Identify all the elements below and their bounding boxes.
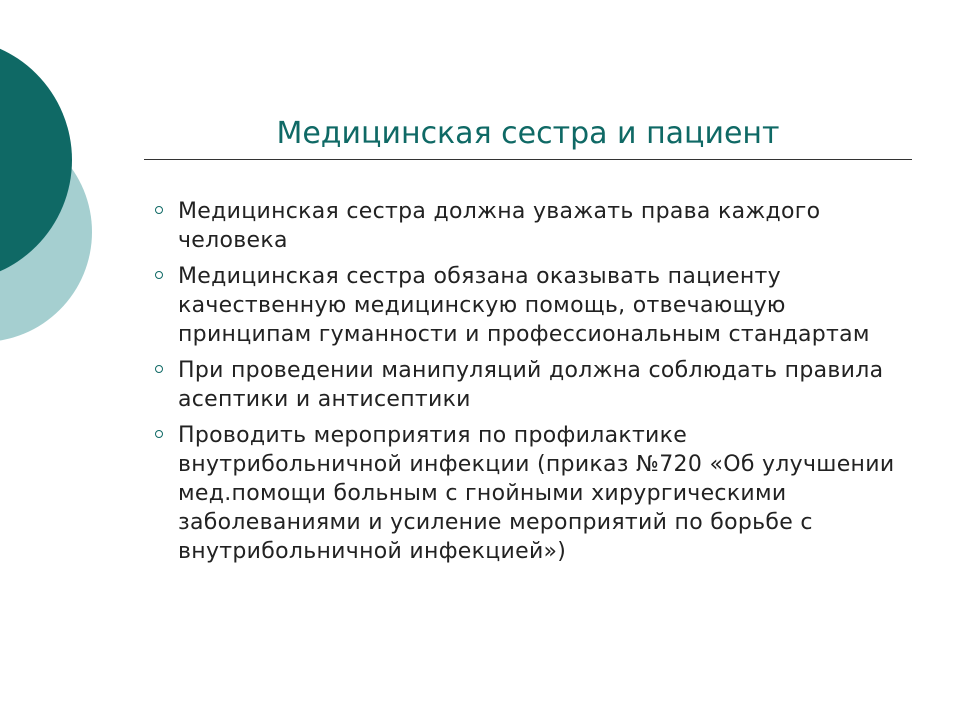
title-divider [144,159,912,160]
bullet-item [152,421,902,566]
bullet-item [152,356,902,414]
bullet-text: При проведении манипуляций должна соблюдать правила асептики и антисептики [178,358,884,412]
slide-title: Медицинская сестра и пациент [276,116,780,151]
bullet-text: Проводить мероприятия по профилактике внутрибольничной инфекции (приказ №720 «Об улучшении мед.помощи больным с гнойными хирургическими заболеваниями и усиление мероприятий по борьбе с внутрибольничной инфекцией») [178,423,895,564]
circle-bullet-icon [155,206,163,214]
circle-bullet-icon [155,430,163,438]
decorative-circles [0,0,120,400]
bullet-list [152,197,902,573]
bullet-item [152,197,902,255]
bullet-text: Медицинская сестра обязана оказывать пациенту качественную медицинскую помощь, отвечающую принципам гуманности и профессиональным стандартам [178,264,870,347]
bullet-item [152,262,902,349]
circle-bullet-icon [155,365,163,373]
circle-bullet-icon [155,271,163,279]
bullet-text: Медицинская сестра должна уважать права каждого человека [178,199,821,253]
